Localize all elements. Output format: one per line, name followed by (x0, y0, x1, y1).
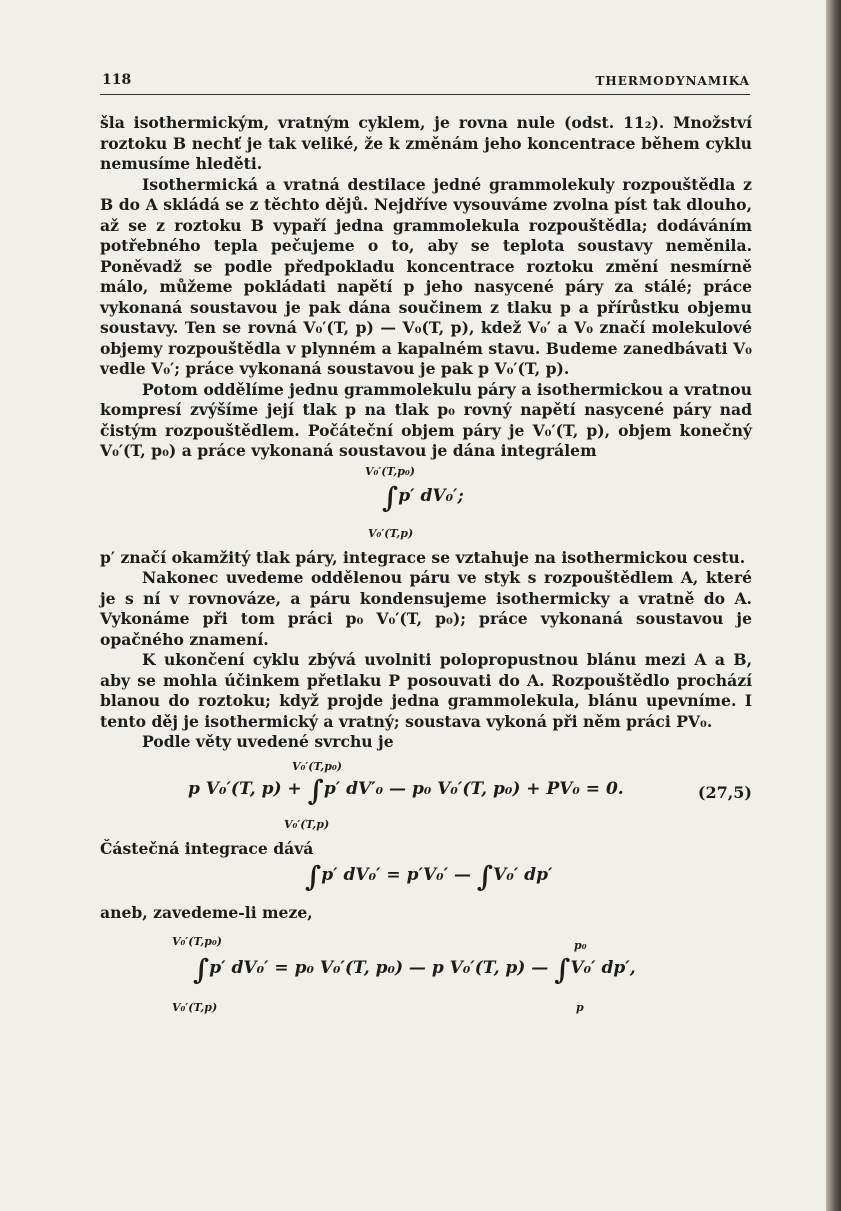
integral-upper-limit: V₀′(T,p₀) (365, 464, 415, 478)
running-head (100, 72, 750, 95)
paragraph-8: Částečná integrace dává (100, 838, 314, 858)
equation-27-5 (100, 757, 752, 839)
final-upper-limit: V₀′(T,p₀) (172, 934, 222, 948)
partial-tail: V₀′ dp′ (493, 865, 553, 885)
paragraph-4: p′ značí okamžitý tlak páry, integrace se vztahuje na isothermickou cestu. (100, 547, 746, 567)
integral-sign: ∫ (554, 952, 571, 986)
running-title: THERMODYNAMIKA (595, 74, 750, 88)
page-number: 118 (102, 72, 132, 88)
paragraph-7: Podle věty uvedené svrchu je (142, 732, 394, 751)
integral-sign: ∫ (305, 860, 322, 893)
eq275-body-left: p V₀′(T, p) + (188, 778, 308, 799)
final-lower-limit-2: p (576, 1000, 584, 1014)
equation-with-limits (100, 932, 752, 1020)
paragraph-9: aneb, zavedeme-li meze, (100, 903, 313, 922)
eq275-lower-limit: V₀′(T,p) (284, 817, 330, 831)
integral-sign: ∫ (307, 773, 324, 807)
paragraph-1: šla isothermickým, vratným cyklem, je rovna nule (odst. 11₂). Množství roztoku B nechť je tak veliké, že k změnám jeho koncentrace během cyklu nemusíme hleděti. (100, 113, 752, 173)
final-lower-limit: V₀′(T,p) (172, 1000, 218, 1014)
paragraph-5: Nakonec uvedeme oddělenou páru ve styk s rozpouštědlem A, které je s ní v rovnováze, a páru kondensujeme isothermicky a vratně do A. Vykonáme při tom práci p₀ V₀′(T, p₀); práce vykonaná soustavou je opačného znamení. (100, 568, 752, 649)
paragraph-6: K ukončení cyklu zbývá uvolniti polopropustnou blánu mezi A a B, aby se mohla účinkem přetlaku P posouvati do A. Rozpouštědlo prochází blanou do roztoku; když projde jedna grammolekula, blánu upevníme. I tento děj je isothermický a vratný; soustava vykoná při něm práci PV₀. (100, 650, 752, 731)
equation-partial-integration (100, 859, 752, 903)
final-body: p′ dV₀′ = p₀ V₀′(T, p₀) — p V₀′(T, p) — (209, 957, 555, 978)
final-upper-limit-2: p₀ (574, 938, 587, 952)
integral-lower-limit: V₀′(T,p) (368, 526, 414, 540)
integral-sign: ∫ (193, 952, 210, 986)
equation-work-integral (100, 462, 752, 548)
equation-number: (27,5) (697, 782, 752, 802)
eq275-body-right: p′ dV′₀ — p₀ V₀′(T, p₀) + PV₀ = 0. (323, 778, 624, 799)
integral-sign: ∫ (476, 860, 494, 893)
integral-body: p′ dV₀′; (398, 485, 464, 506)
body-text (100, 113, 752, 1020)
eq275-upper-limit: V₀′(T,p₀) (292, 759, 342, 773)
partial-body: p′ dV₀′ = p′V₀′ — (321, 865, 477, 885)
integral-sign: ∫ (382, 480, 399, 514)
final-tail: V₀′ dp′, (570, 957, 636, 978)
book-spine-shadow (826, 0, 841, 1211)
paragraph-2: Isothermická a vratná destilace jedné grammolekuly rozpouštědla z B do A skládá se z těchto dějů. Nejdříve vysouváme zvolna píst tak dlouho, až se z roztoku B vypaří jedna grammolekula rozpouštědla; dodáváním potřebného tepla pečujeme o to, aby se teplota soustavy neměnila. Poněvadž se podle předpokladu koncentrace roztoku změní nesmírně málo, můžeme pokládati napětí p jeho nasycené páry za stálé; práce vykonaná soustavou je pak dána součinem z tlaku p a přírůstku objemu soustavy. Ten se rovná V₀′(T, p) — V₀(T, p), kdež V₀′ a V₀ značí molekulové objemy rozpouštědla v plynném a kapalném stavu. Budeme zanedbávati V₀ vedle V₀′; práce vykonaná soustavou je pak p V₀′(T, p). (100, 174, 752, 378)
paragraph-3: Potom oddělíme jednu grammolekulu páry a isothermickou a vratnou kompresí zvýšíme její tlak p na tlak p₀ rovný napětí nasycené páry nad čistým rozpouštědlem. Počáteční objem páry je V₀′(T, p), objem konečný V₀′(T, p₀) a práce vykonaná soustavou je dána integrálem (100, 379, 752, 460)
